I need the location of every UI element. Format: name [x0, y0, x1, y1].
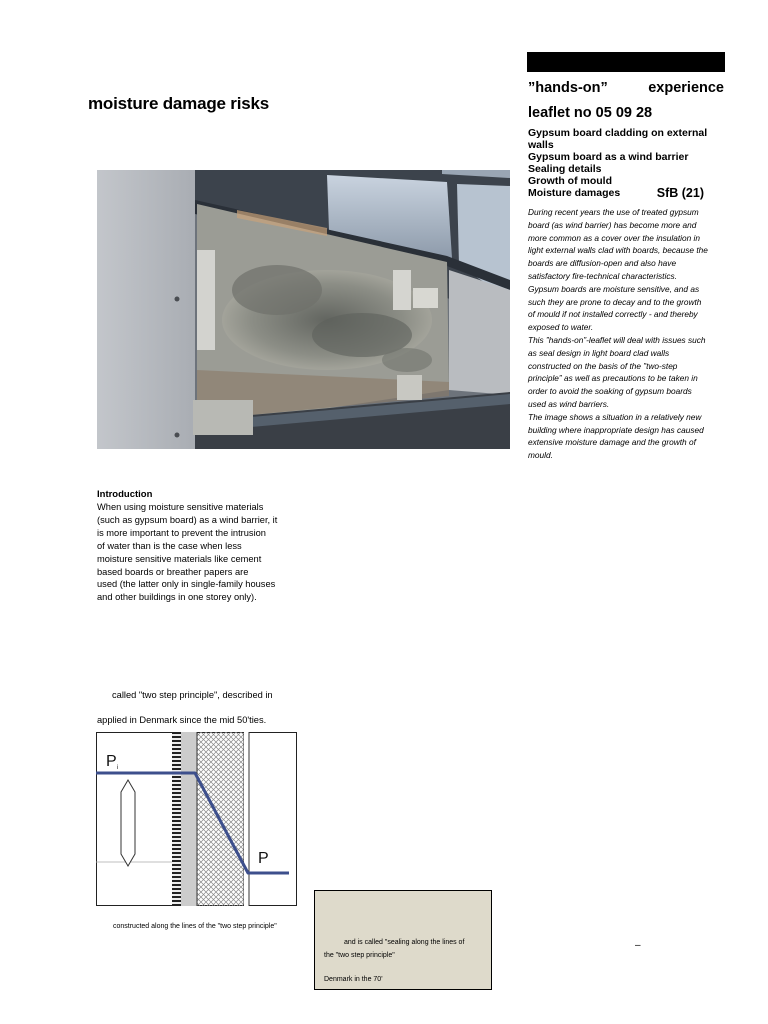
summary-line: mould.	[528, 450, 553, 461]
header-black-bar	[527, 52, 725, 72]
two-step-principle-fragment: called "two step principle", described in	[112, 690, 273, 700]
summary-line: such they are prone to decay and to the growth	[528, 296, 702, 307]
pressure-label-inside: P	[106, 753, 117, 770]
summary-line: The image shows a situation in a relatively new	[528, 411, 702, 422]
introduction-body	[97, 501, 302, 604]
introduction-line: used (the latter only in single-family houses	[97, 579, 276, 590]
summary-line: used as wind barriers.	[528, 398, 610, 409]
info-box	[314, 890, 492, 990]
info-box-line: Denmark in the 70'	[324, 976, 383, 983]
topic-item: Gypsum board cladding on external walls	[528, 127, 708, 151]
summary-line: of mould if not installed correctly - and thereby	[528, 309, 698, 320]
info-box-line: and is called "sealing along the lines of	[344, 939, 465, 946]
summary-line: constructed on the basis of the ”two-step	[528, 360, 678, 371]
summary-line: extensive moisture damage and the growth of	[528, 437, 696, 448]
applied-denmark-fragment: applied in Denmark since the mid 50'ties.	[97, 715, 267, 725]
summary-line: This ”hands-on”-leaflet will deal with issues such	[528, 334, 706, 345]
summary-line: board (as wind barrier) has become more and	[528, 219, 697, 230]
facade-photo-illustration	[97, 170, 510, 449]
summary-line: During recent years the use of treated gypsum	[528, 207, 699, 217]
summary-line: exposed to water.	[528, 322, 594, 333]
introduction-heading: Introduction	[97, 489, 153, 500]
hands-on-label: ”hands-on”	[528, 80, 608, 96]
sfb-code: SfB (21)	[656, 186, 704, 200]
pressure-diagram	[96, 732, 297, 906]
two-step-principle-diagram	[96, 732, 297, 906]
topic-item: Sealing details	[528, 163, 602, 175]
photo-moisture-damaged-facade	[97, 170, 510, 449]
page-title: moisture damage risks	[88, 94, 269, 113]
summary-paragraph	[528, 206, 728, 462]
topic-item: Gypsum board as a wind barrier	[528, 151, 689, 163]
introduction-line: and other buildings in one storey only).	[97, 592, 257, 603]
introduction-line: (such as gypsum board) as a wind barrier, it	[97, 514, 278, 525]
introduction-line: based boards or breather papers are	[97, 566, 249, 577]
info-box-line: the "two step principle"	[324, 952, 395, 959]
topic-item: Growth of mould	[528, 175, 612, 187]
introduction-line: moisture sensitive materials like cement	[97, 553, 262, 564]
introduction-line: When using moisture sensitive materials	[97, 502, 264, 512]
summary-line: building where inappropriate design has caused	[528, 424, 704, 435]
topic-item-last	[528, 187, 704, 199]
summary-line: Gypsum boards are moisture sensitive, and as	[528, 283, 700, 294]
summary-line: light external walls clad with boards, because the	[528, 245, 708, 256]
summary-line: as seal design in light board clad walls	[528, 347, 670, 358]
introduction-line: is more important to prevent the intrusion	[97, 527, 266, 538]
experience-label: experience	[648, 80, 724, 96]
summary-line: more common as a cover over the insulation in	[528, 232, 701, 243]
topic-item: Moisture damages	[528, 187, 621, 199]
dash-mark: –	[635, 940, 641, 951]
summary-line: satisfactory fire-technical characteristics.	[528, 270, 677, 281]
topic-list	[528, 127, 728, 199]
pressure-label-outside: P	[258, 850, 269, 867]
leaflet-number: leaflet no 05 09 28	[528, 105, 653, 121]
hands-on-heading	[528, 80, 724, 96]
diagram-caption: constructed along the lines of the "two step principle"	[113, 923, 277, 930]
summary-line: order to avoid the soaking of gypsum boards	[528, 386, 692, 397]
introduction-line: of water than is the case when less	[97, 540, 242, 551]
pressure-label-inside-sub: i	[117, 765, 119, 771]
summary-line: principle” as well as precautions to be taken in	[528, 373, 698, 384]
summary-line: boards are diffusion-open and also have	[528, 258, 677, 269]
